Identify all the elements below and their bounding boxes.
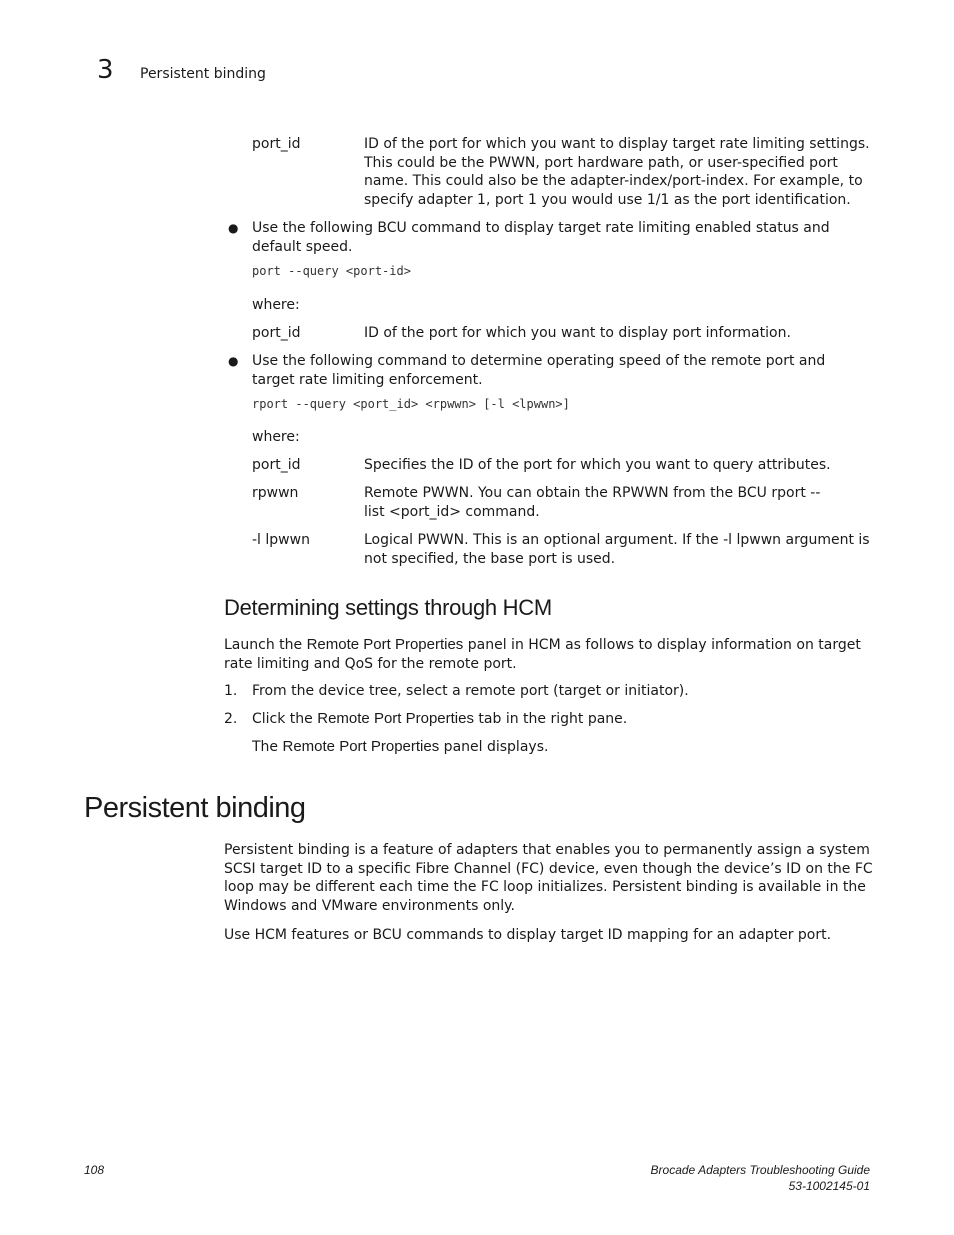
bullet-dot: ●: [228, 354, 239, 368]
def-term: port_id: [252, 325, 301, 341]
def-term-port-id: port_id: [252, 136, 301, 152]
page-number: 108: [84, 1163, 105, 1177]
hcm-intro: Launch the Remote Port Properties panel in HCM as follows to display information on target rate limiting and QoS for the remote port.: [224, 636, 861, 672]
code-line: port --query <port-id>: [252, 264, 411, 278]
code-line: rport --query <port_id> <rpwwn> [-l <lpwwn>]: [252, 397, 570, 411]
where-label: where:: [252, 297, 300, 313]
def-term: port_id: [252, 457, 301, 473]
def-text: Logical PWWN. This is an optional argument. If the -l lpwwn argument is not specified, the base port is used.: [364, 532, 870, 567]
pb-paragraph-1: Persistent binding is a feature of adapters that enables you to permanently assign a system SCSI target ID to a specific Fibre Channel (FC) device, even though the device’s ID on the FC loop may be different each time the FC loop initializes. Persistent binding is available in the Windows and VMware environments only.: [224, 842, 873, 914]
bullet-dot: ●: [228, 221, 239, 235]
step-result: The Remote Port Properties panel displays.: [252, 738, 549, 755]
def-text: Remote PWWN. You can obtain the RPWWN from the BCU rport --list <port_id> command.: [364, 485, 821, 520]
ui-term: Remote Port Properties: [306, 636, 464, 653]
def-term: -l lpwwn: [252, 532, 310, 548]
ui-term: Remote Port Properties: [317, 710, 474, 727]
pb-paragraph-2: Use HCM features or BCU commands to display target ID mapping for an adapter port.: [224, 927, 832, 943]
def-term: rpwwn: [252, 485, 299, 501]
bullet-text: Use the following BCU command to display target rate limiting enabled status and default speed.: [252, 220, 830, 255]
section-heading-persistent-binding: Persistent binding: [84, 792, 306, 824]
def-text-port-id: ID of the port for which you want to display target rate limiting settings. This could be the PWWN, port hardware path, or user-specified port name. This could also be the adapter-index/port-index. For example, to specify adapter 1, port 1 you would use 1/1 as the port identification.: [364, 136, 870, 208]
step-number: 1.: [224, 683, 238, 699]
chapter-number: 3: [97, 55, 114, 85]
guide-title: Brocade Adapters Troubleshooting Guide: [650, 1163, 870, 1177]
where-label: where:: [252, 429, 300, 445]
bullet-text: Use the following command to determine operating speed of the remote port and target rate limiting enforcement.: [252, 353, 826, 388]
step-text: Click the Remote Port Properties tab in the right pane.: [252, 710, 628, 727]
ui-term: Remote Port Properties: [282, 738, 440, 755]
section-heading-hcm: Determining settings through HCM: [224, 595, 552, 620]
def-text: Specifies the ID of the port for which you want to query attributes.: [364, 457, 831, 473]
step-text: From the device tree, select a remote port (target or initiator).: [252, 683, 689, 699]
doc-number: 53-1002145-01: [788, 1179, 870, 1193]
chapter-title: Persistent binding: [140, 66, 266, 82]
step-number: 2.: [224, 711, 238, 727]
def-text: ID of the port for which you want to display port information.: [364, 325, 791, 341]
